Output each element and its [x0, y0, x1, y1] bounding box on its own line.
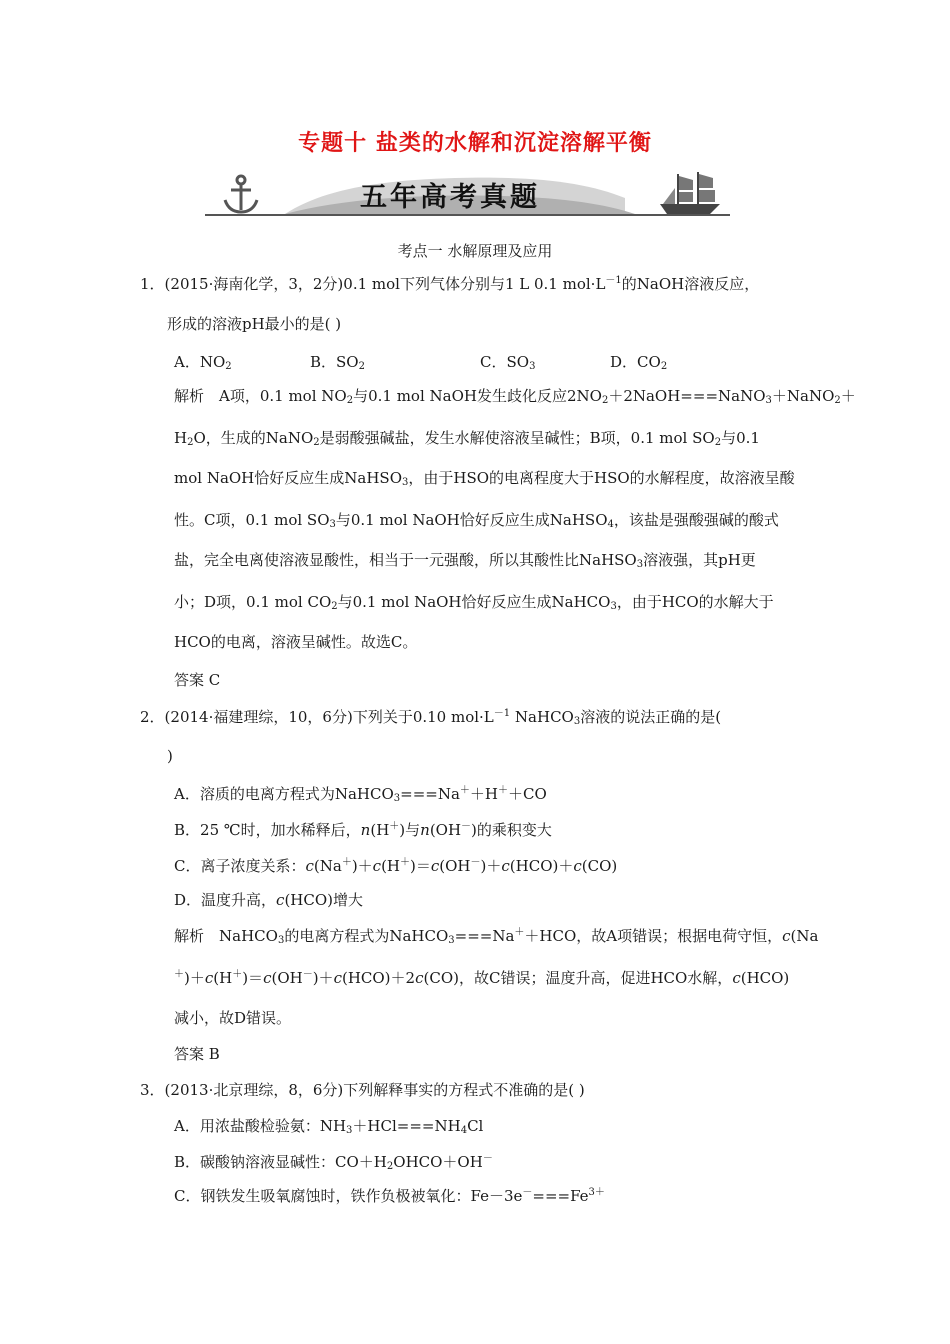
question-1-analysis: mol NaOH恰好反应生成NaHSO$_3$，由于HSO的电离程度大于HSO的水解程度，故溶液呈酸: [174, 469, 795, 488]
question-2-analysis: 减小，故D错误。: [174, 1009, 292, 1027]
question-1-analysis: 小；D项，0.1 mol $CO_2$与0.1 mol NaOH恰好反应生成NaHCO$_3$，由于HCO的水解大于: [174, 593, 774, 612]
question-3-number: 3．: [140, 1081, 165, 1099]
question-2-option-b: B．25 ℃时，加水稀释后，n(H＋)与n(OH－)的乘积变大: [174, 821, 552, 839]
question-1-analysis: HCO的电离，溶液呈碱性。故选C。: [174, 633, 418, 651]
question-2-answer: 答案 B: [174, 1045, 220, 1063]
ship-icon: [660, 172, 720, 214]
question-1-option-c: C．$SO_3$: [480, 353, 536, 372]
question-3-option-b: B．碳酸钠溶液显碱性：$CO+H_2OHCO+OH^-$: [174, 1153, 493, 1172]
question-2-option-a: A．溶质的电离方程式为NaHCO$_3$===Na＋＋H＋＋CO: [174, 785, 547, 804]
question-3-stem: 3．(2013·北京理综，8，6分)下列解释事实的方程式不准确的是( ): [140, 1081, 585, 1099]
question-3-option-c: C．钢铁发生吸氧腐蚀时，铁作负极被氧化：$Fe-3e^-===Fe^{3+}$: [174, 1187, 605, 1205]
question-1-option-a: A．$NO_2$: [174, 353, 232, 372]
anchor-icon: [225, 176, 257, 212]
question-2-analysis: ＋)＋c(H＋)＝c(OH－)＋c(HCO)＋2c(CO)，故C错误；温度升高，促进HCO水解，c(HCO): [174, 969, 790, 987]
question-1-analysis: $H_2O$，生成的NaNO$_2$是弱酸强碱盐，发生水解使溶液呈碱性；B项，0.1 mol $SO_2$与0.1: [174, 429, 760, 448]
question-1-option-d: D．$CO_2$: [610, 353, 668, 372]
section-title: 考点一 水解原理及应用: [397, 242, 553, 260]
question-1-stem: 1．(2015·海南化学，3，2分)0.1 mol下列气体分别与1 L 0.1 $mol\cdot L^{-1}$的NaOH溶液反应，: [140, 275, 760, 293]
question-1-answer: 答案 C: [174, 671, 221, 689]
question-1-number: 1．: [140, 275, 165, 293]
document-title: 专题十 盐类的水解和沉淀溶解平衡: [298, 130, 652, 156]
question-1-analysis: 性。C项，0.1 mol $SO_3$与0.1 mol NaOH恰好反应生成NaHSO$_4$，该盐是强酸强碱的酸式: [174, 511, 779, 530]
question-1-analysis: 解析 A项，0.1 mol $NO_2$与0.1 mol NaOH发生歧化反应$2NO_2+2NaOH===NaNO_3+NaNO_2+$: [174, 387, 856, 406]
question-3-option-a: A．用浓盐酸检验氨：$NH_3+HCl===NH_4Cl$: [174, 1117, 484, 1136]
question-2-stem: 2．(2014·福建理综，10，6分)下列关于0.10 $mol\cdot L^{-1}$ NaHCO$_3$溶液的说法正确的是(: [140, 708, 722, 727]
question-2-option-c: C．离子浓度关系：c(Na＋)＋c(H＋)＝c(OH－)＋c(HCO)＋c(CO): [174, 857, 618, 875]
banner-title: 五年高考真题: [360, 182, 540, 213]
question-1-option-b: B．$SO_2$: [310, 353, 365, 372]
question-2-option-d: D．温度升高，c(HCO)增大: [174, 891, 363, 909]
question-2-analysis: 解析 NaHCO$_3$的电离方程式为NaHCO$_3$===Na＋＋HCO，故A项错误；根据电荷守恒，c(Na: [174, 927, 819, 946]
question-2-stem-line2: ): [167, 747, 173, 765]
question-2-number: 2．: [140, 708, 165, 726]
question-1-analysis: 盐，完全电离使溶液显酸性，相当于一元强酸，所以其酸性比NaHSO$_3$溶液强，其pH更: [174, 551, 756, 570]
question-1-stem-line2: 形成的溶液pH最小的是( ): [167, 315, 342, 333]
